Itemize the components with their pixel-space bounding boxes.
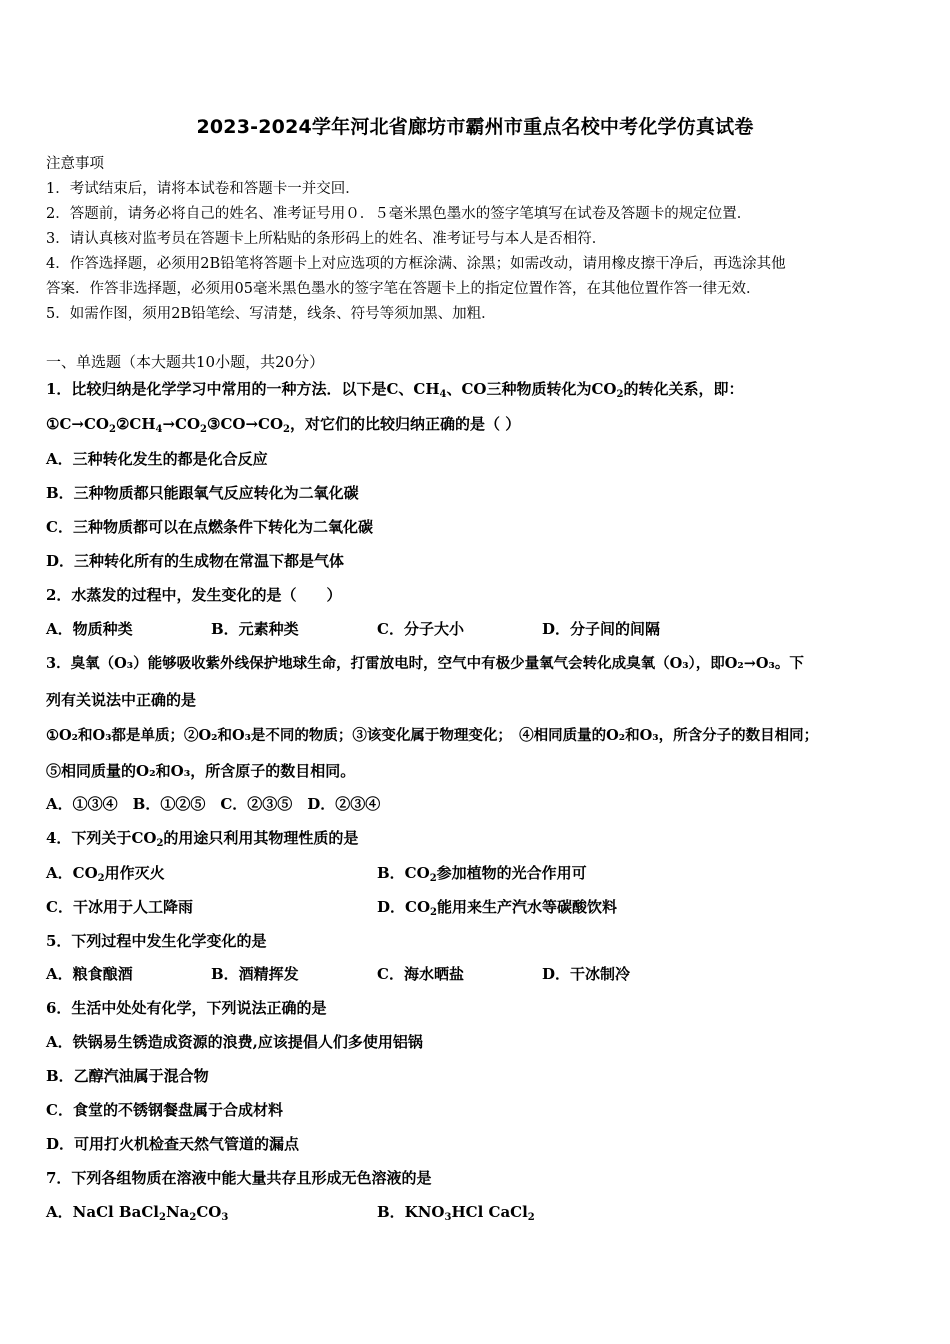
question-1-option-a: A．三种转化发生的都是化合反应 [46, 450, 268, 468]
question-1-stem: 1．比较归纳是化学学习中常用的一种方法．以下是C、$CH_4$、CO三种物质转化为$CO_2$的转化关系，即： [46, 380, 744, 400]
question-1-option-c: C．三种物质都可以在点燃条件下转化为二氧化碳 [46, 518, 373, 536]
question-3-options: A．①③④ B．①②⑤ C．②③⑤ D．②③④ [46, 795, 381, 813]
question-3-statements-cont: ⑤相同质量的O₂和O₃，所含原子的数目相同。 [46, 762, 356, 780]
question-1-conversions: $①C\to CO_2②CH_4\to CO_2③CO\to CO_2$，对它们的比较归纳正确的是（ ） [46, 415, 521, 435]
question-2-option-a: A．物质种类 [46, 620, 133, 638]
notice-heading: 注意事项 [46, 156, 104, 172]
notice-item: 3．请认真核对监考员在答题卡上所粘贴的条形码上的姓名、准考证号与本人是否相符． [46, 231, 607, 247]
question-6-option-d: D．可用打火机检查天然气管道的漏点 [46, 1135, 300, 1153]
question-2-option-b: B．元素种类 [211, 620, 299, 638]
question-1-option-d: D．三种转化所有的生成物在常温下都是气体 [46, 552, 345, 570]
question-2-option-c: C．分子大小 [377, 620, 464, 638]
question-5-stem: 5．下列过程中发生化学变化的是 [46, 932, 267, 950]
question-4-option-a: A．$CO_2$用作灭火 [46, 864, 165, 884]
question-4-stem: 4．下列关于$CO_2$的用途只利用其物理性质的是 [46, 829, 359, 849]
question-6-option-a: A．铁锅易生锈造成资源的浪费,应该提倡人们多使用铝锅 [46, 1033, 423, 1051]
notice-item: 1．考试结束后，请将本试卷和答题卡一并交回． [46, 181, 360, 197]
question-4-option-c: C．干冰用于人工降雨 [46, 898, 193, 916]
question-3-stem: 3．臭氧（O₃）能够吸收紫外线保护地球生命，打雷放电时，空气中有极少量氧气会转化成臭氧（O₃），即O₂→O₃。下 [46, 655, 804, 672]
question-5-option-c: C．海水晒盐 [377, 965, 464, 983]
notice-item: 4．作答选择题，必须用2B铅笔将答题卡上对应选项的方框涂满、涂黑；如需改动，请用橡皮擦干净后，再选涂其他 [46, 256, 786, 272]
notice-item: 2．答题前，请务必将自己的姓名、准考证号用０．５毫米黑色墨水的签字笔填写在试卷及答题卡的规定位置． [46, 206, 752, 222]
question-3-statements: ①O₂和O₃都是单质；②O₂和O₃是不同的物质；③该变化属于物理变化； ④相同质量的O₂和O₃，所含分子的数目相同； [46, 727, 819, 744]
notice-item: 答案．作答非选择题，必须用05毫米黑色墨水的签字笔在答题卡上的指定位置作答，在其他位置作答一律无效． [46, 281, 761, 297]
question-3-stem-cont: 列有关说法中正确的是 [46, 691, 197, 709]
question-1-option-b: B．三种物质都只能跟氧气反应转化为二氧化碳 [46, 484, 359, 502]
question-4-option-d: D．$CO_2$能用来生产汽水等碳酸饮料 [377, 898, 617, 918]
question-2-stem: 2．水蒸发的过程中，发生变化的是（ ） [46, 586, 342, 604]
question-6-option-b: B．乙醇汽油属于混合物 [46, 1067, 209, 1085]
question-6-option-c: C．食堂的不锈钢餐盘属于合成材料 [46, 1101, 283, 1119]
question-5-option-a: A．粮食酿酒 [46, 965, 133, 983]
question-6-stem: 6．生活中处处有化学，下列说法正确的是 [46, 999, 327, 1017]
exam-title: 2023-2024学年河北省廊坊市霸州市重点名校中考化学仿真试卷 [196, 116, 754, 138]
question-7-option-a: A．NaCl $BaCl_2Na_2CO_3$ [46, 1203, 229, 1223]
section-heading: 一、单选题（本大题共10小题，共20分） [46, 353, 325, 371]
notice-item: 5．如需作图，须用2B铅笔绘、写清楚，线条、符号等须加黑、加粗． [46, 306, 496, 322]
question-4-option-b: B．$CO_2$参加植物的光合作用可 [377, 864, 587, 884]
question-7-option-b: B．$KNO_3HCl$ CaCl$_2$ [377, 1203, 535, 1223]
question-5-option-d: D．干冰制冷 [542, 965, 631, 983]
question-7-stem: 7．下列各组物质在溶液中能大量共存且形成无色溶液的是 [46, 1169, 432, 1187]
question-5-option-b: B．酒精挥发 [211, 965, 299, 983]
question-2-option-d: D．分子间的间隔 [542, 620, 661, 638]
